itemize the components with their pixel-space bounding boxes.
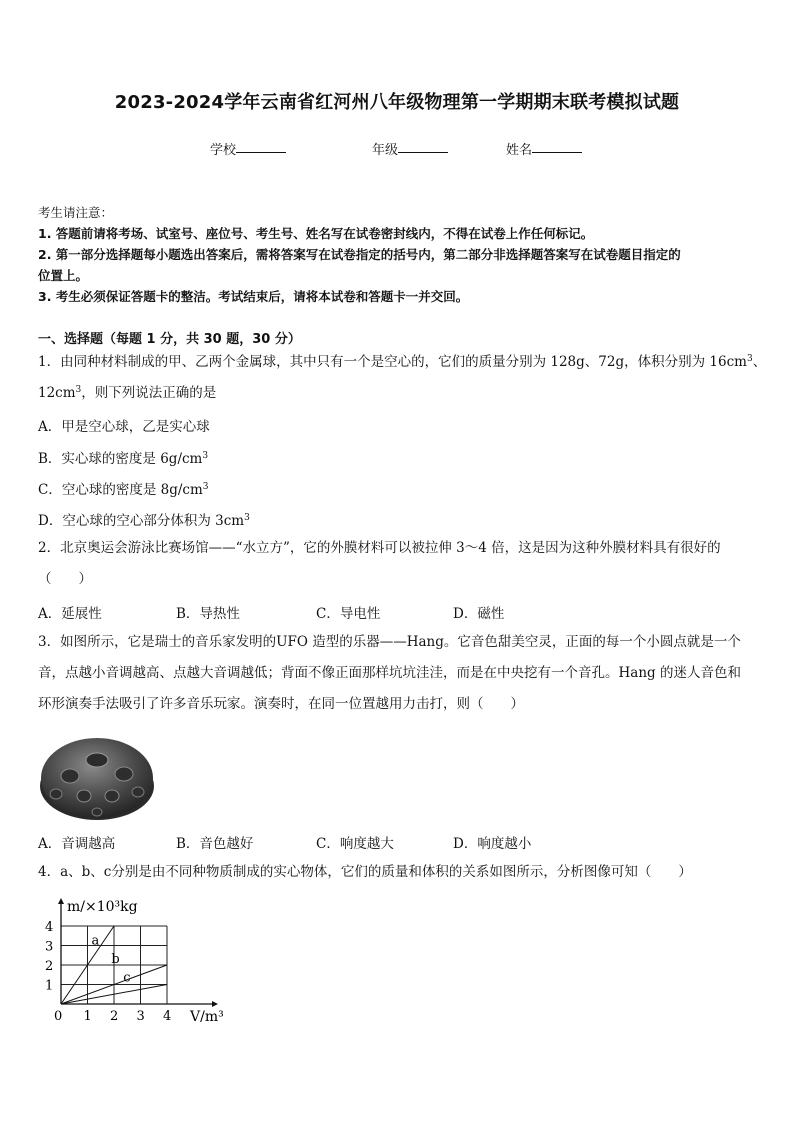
question-3-option-b[interactable]: B．音色越好 <box>176 836 254 852</box>
page-title: 2023-2024学年云南省红河州八年级物理第一学期期末联考模拟试题 <box>114 92 680 113</box>
x-tick-label: 1 <box>83 1009 92 1024</box>
line-label-c: c <box>123 970 131 986</box>
hang-drum-image <box>38 732 156 824</box>
section-heading: 一、选择题（每题 1 分，共 30 题，30 分） <box>38 332 301 347</box>
question-3-option-c[interactable]: C．响度越大 <box>316 836 394 852</box>
x-tick-label: 2 <box>110 1009 119 1024</box>
x-tick-label: 3 <box>136 1009 145 1024</box>
notice-item: 1. 答题前请将考场、试室号、座位号、考生号、姓名写在试卷密封线内，不得在试卷上作任何标记。 <box>38 226 594 241</box>
school-blank[interactable] <box>236 139 286 153</box>
question-4-stem: 4．a、b、c分别是由不同种物质制成的实心物体，它们的质量和体积的关系如图所示，分析图像可知（ ） <box>38 864 692 880</box>
question-2-option-a[interactable]: A．延展性 <box>38 606 102 622</box>
question-2-stem: 2．北京奥运会游泳比赛场馆——“水立方”，它的外膜材料可以被拉伸 3～4 倍，这是因为这种外膜材料具有很好的 （ ） <box>38 540 721 587</box>
school-field: 学校 <box>210 139 236 158</box>
x-axis-arrow <box>212 1001 218 1007</box>
y-axis-label: m/×10³kg <box>67 899 138 915</box>
grade-field: 年级 <box>372 139 398 158</box>
notice-item: 2. 第一部分选择题每小题选出答案后，需将答案写在试卷指定的括号内，第二部分非选择题答案写在试卷题目指定的 <box>38 247 681 262</box>
line-label-a: a <box>91 933 100 949</box>
question-1-option-c[interactable]: C．空心球的密度是 $8g/cm^3$ <box>38 482 209 498</box>
question-2-options <box>38 602 764 624</box>
y-tick-label: 1 <box>45 978 54 994</box>
question-2-option-d[interactable]: D．磁性 <box>453 606 505 622</box>
question-3-stem: 3．如图所示，它是瑞士的音乐家发明的UFO 造型的乐器——Hang。它音色甜美空灵，正面的每一个小圆点就是一个 音，点越小音调越高、点越大音调越低；背面不像正面那样坑坑洼洼，而是在中央挖有一个音孔。Hang 的迷人音色和 环形演奏手法吸引了许多音乐玩家。演奏时，在同一位置越用力击打，则（ ） <box>38 634 741 712</box>
y-tick-label: 4 <box>45 920 54 935</box>
graph-labels <box>45 899 224 1025</box>
grade-blank[interactable] <box>398 139 448 153</box>
question-1-option-a[interactable]: A．甲是空心球，乙是实心球 <box>38 419 210 435</box>
line-label-b: b <box>111 952 120 968</box>
question-1-stem: 1．由同种材料制成的甲、乙两个金属球，其中只有一个是空心的，它们的质量分别为 128g、72g，体积分别为 $16cm^3$、 $12cm^3$，则下列说法正确的是 <box>38 354 767 401</box>
y-tick-label: 2 <box>45 959 54 974</box>
mass-volume-graph <box>40 895 240 1030</box>
notice-heading: 考生请注意： <box>38 205 114 220</box>
question-2-option-b[interactable]: B．导热性 <box>176 606 240 622</box>
question-3-option-d[interactable]: D．响度越小 <box>453 836 532 852</box>
x-axis-label: V/m³ <box>190 1009 224 1025</box>
y-tick-label: 3 <box>45 939 54 955</box>
origin-label: 0 <box>54 1009 63 1024</box>
y-axis-arrow <box>58 898 64 904</box>
name-field: 姓名 <box>506 139 532 158</box>
question-3-option-a[interactable]: A．音调越高 <box>38 836 116 852</box>
notice-item: 位置上。 <box>38 268 89 283</box>
exam-notice <box>38 202 764 307</box>
notice-item: 3. 考生必须保证答题卡的整洁。考试结束后，请将本试卷和答题卡一并交回。 <box>38 289 469 304</box>
x-tick-label: 4 <box>163 1009 172 1024</box>
question-1-option-b[interactable]: B．实心球的密度是 $6g/cm^3$ <box>38 451 209 467</box>
question-2-option-c[interactable]: C．导电性 <box>316 606 381 622</box>
question-3-options <box>38 832 764 854</box>
student-info-row <box>0 139 794 159</box>
name-blank[interactable] <box>532 139 582 153</box>
question-1-option-d[interactable]: D．空心球的空心部分体积为 $3cm^3$ <box>38 513 250 529</box>
